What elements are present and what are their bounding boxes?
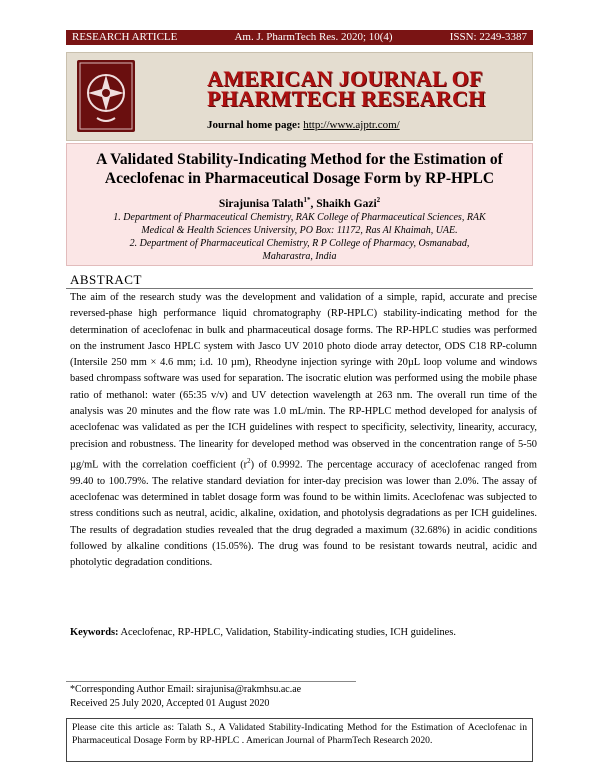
author-2: Shaikh Gazi bbox=[316, 197, 377, 210]
footnote-divider bbox=[66, 681, 356, 682]
article-title-line2: Aceclofenac in Pharmaceutical Dosage Form by RP-HPLC bbox=[104, 170, 495, 187]
homepage-link[interactable]: http://www.ajptr.com/ bbox=[303, 119, 400, 131]
journal-citation: Am. J. PharmTech Res. 2020; 10(4) bbox=[234, 31, 393, 43]
abstract-superscript: 2 bbox=[247, 456, 251, 465]
affiliation-2-line2: Maharastra, India bbox=[262, 251, 337, 262]
author-list bbox=[77, 196, 522, 210]
abstract-text-part2: ) of 0.9992. The percentage accuracy of aceclofenac ranged from 99.40 to 100.79%. The relative standard deviation for inter-day precision was lower than 2.0%. The assay of aceclofenac was determined in tablet dosage form was found to be within limits. Aceclofenac was subjected to stress conditions such as neutral, acidic, alkaline, oxidation, and photolysis degradations as per ICH guidelines. The results of degradation studies revealed that the drug degraded a maximum (32.68%) in acidic conditions followed by alkaline conditions (15.05%). The drug was found to be resistant towards neutral, acidic and photolytic degradation conditions. bbox=[70, 459, 537, 569]
homepage-label: Journal home page: bbox=[207, 119, 301, 131]
article-title bbox=[77, 150, 522, 188]
affiliation-1-line2: Medical & Health Sciences University, PO Box: 11172, Ras Al Khaimah, UAE. bbox=[141, 225, 458, 236]
abstract-heading: ABSTRACT bbox=[70, 272, 142, 287]
abstract-divider bbox=[66, 288, 533, 289]
journal-homepage bbox=[207, 119, 400, 131]
affiliation-1-line1: 1. Department of Pharmaceutical Chemistry, RAK College of Pharmaceutical Sciences, RAK bbox=[113, 212, 486, 223]
keywords-list: Aceclofenac, RP-HPLC, Validation, Stability-indicating studies, ICH guidelines. bbox=[118, 627, 456, 638]
article-title-line1: A Validated Stability-Indicating Method for the Estimation of bbox=[96, 151, 503, 168]
issn: ISSN: 2249-3387 bbox=[449, 31, 527, 43]
keywords-label: Keywords: bbox=[70, 627, 119, 638]
abstract-text bbox=[70, 290, 537, 572]
journal-title-line1: AMERICAN JOURNAL OF bbox=[207, 66, 483, 91]
article-type: RESEARCH ARTICLE bbox=[72, 31, 178, 43]
journal-masthead bbox=[66, 52, 533, 141]
corresponding-author: *Corresponding Author Email: sirajunisa@rakmhsu.ac.ae bbox=[70, 684, 302, 695]
author-separator: , bbox=[310, 197, 317, 210]
journal-title bbox=[207, 66, 527, 111]
received-accepted-dates: Received 25 July 2020, Accepted 01 August 2020 bbox=[70, 698, 270, 709]
journal-title-line2: PHARMTECH RESEARCH bbox=[207, 86, 486, 111]
keywords bbox=[70, 627, 537, 638]
affiliation-2-line1: 2. Department of Pharmaceutical Chemistry, R P College of Pharmacy, Osmanabad, bbox=[129, 238, 470, 249]
journal-emblem-icon bbox=[77, 60, 135, 132]
author-1: Sirajunisa Talath bbox=[218, 197, 304, 210]
author-2-marker: 2 bbox=[376, 196, 381, 204]
abstract-text-part1: The aim of the research study was the development and validation of a simple, rapid, accurate and precise reversed-phase high performance liquid chromatography (RP-HPLC) stability-indicating method for the determination of aceclofenac in bulk and pharmaceutical dosage forms. The RP-HPLC studies was performed on the instrument Jasco HPLC system with Jasco UV 2010 photo diode array detector, ODS C18 RP-column (Intersile 250 mm × 4.6 mm; i.d. 10 µm), Rheodyne injection syringe with 20µL loop volume and windows based chrompass software was used for separation. The isocratic elution was performed using the mobile phase ratio of methanol: water (65:35 v/v) and UV detection wavelength at 263 nm. The overall run time of the analysis was 20 minutes and the flow rate was 1.0 mL/min. The RP-HPLC method developed for analysis of aceclofenac was validated as per the ICH guidelines with respect to specificity, selectivity, linearity, accuracy, precision and robustness. The linearity for developed method was observed in the concentration range of 5-50 µg/mL with the correlation coefficient (r bbox=[70, 292, 537, 471]
author-1-marker: 1* bbox=[303, 196, 311, 204]
article-title-box bbox=[66, 143, 533, 266]
citation-box: Please cite this article as: Talath S., A Validated Stability-Indicating Method for the Estimation of Aceclofenac in Pharmaceutical Dosage Form by RP-HPLC . American Journal of PharmTech Research 2020. bbox=[66, 718, 533, 762]
top-banner bbox=[66, 30, 533, 45]
